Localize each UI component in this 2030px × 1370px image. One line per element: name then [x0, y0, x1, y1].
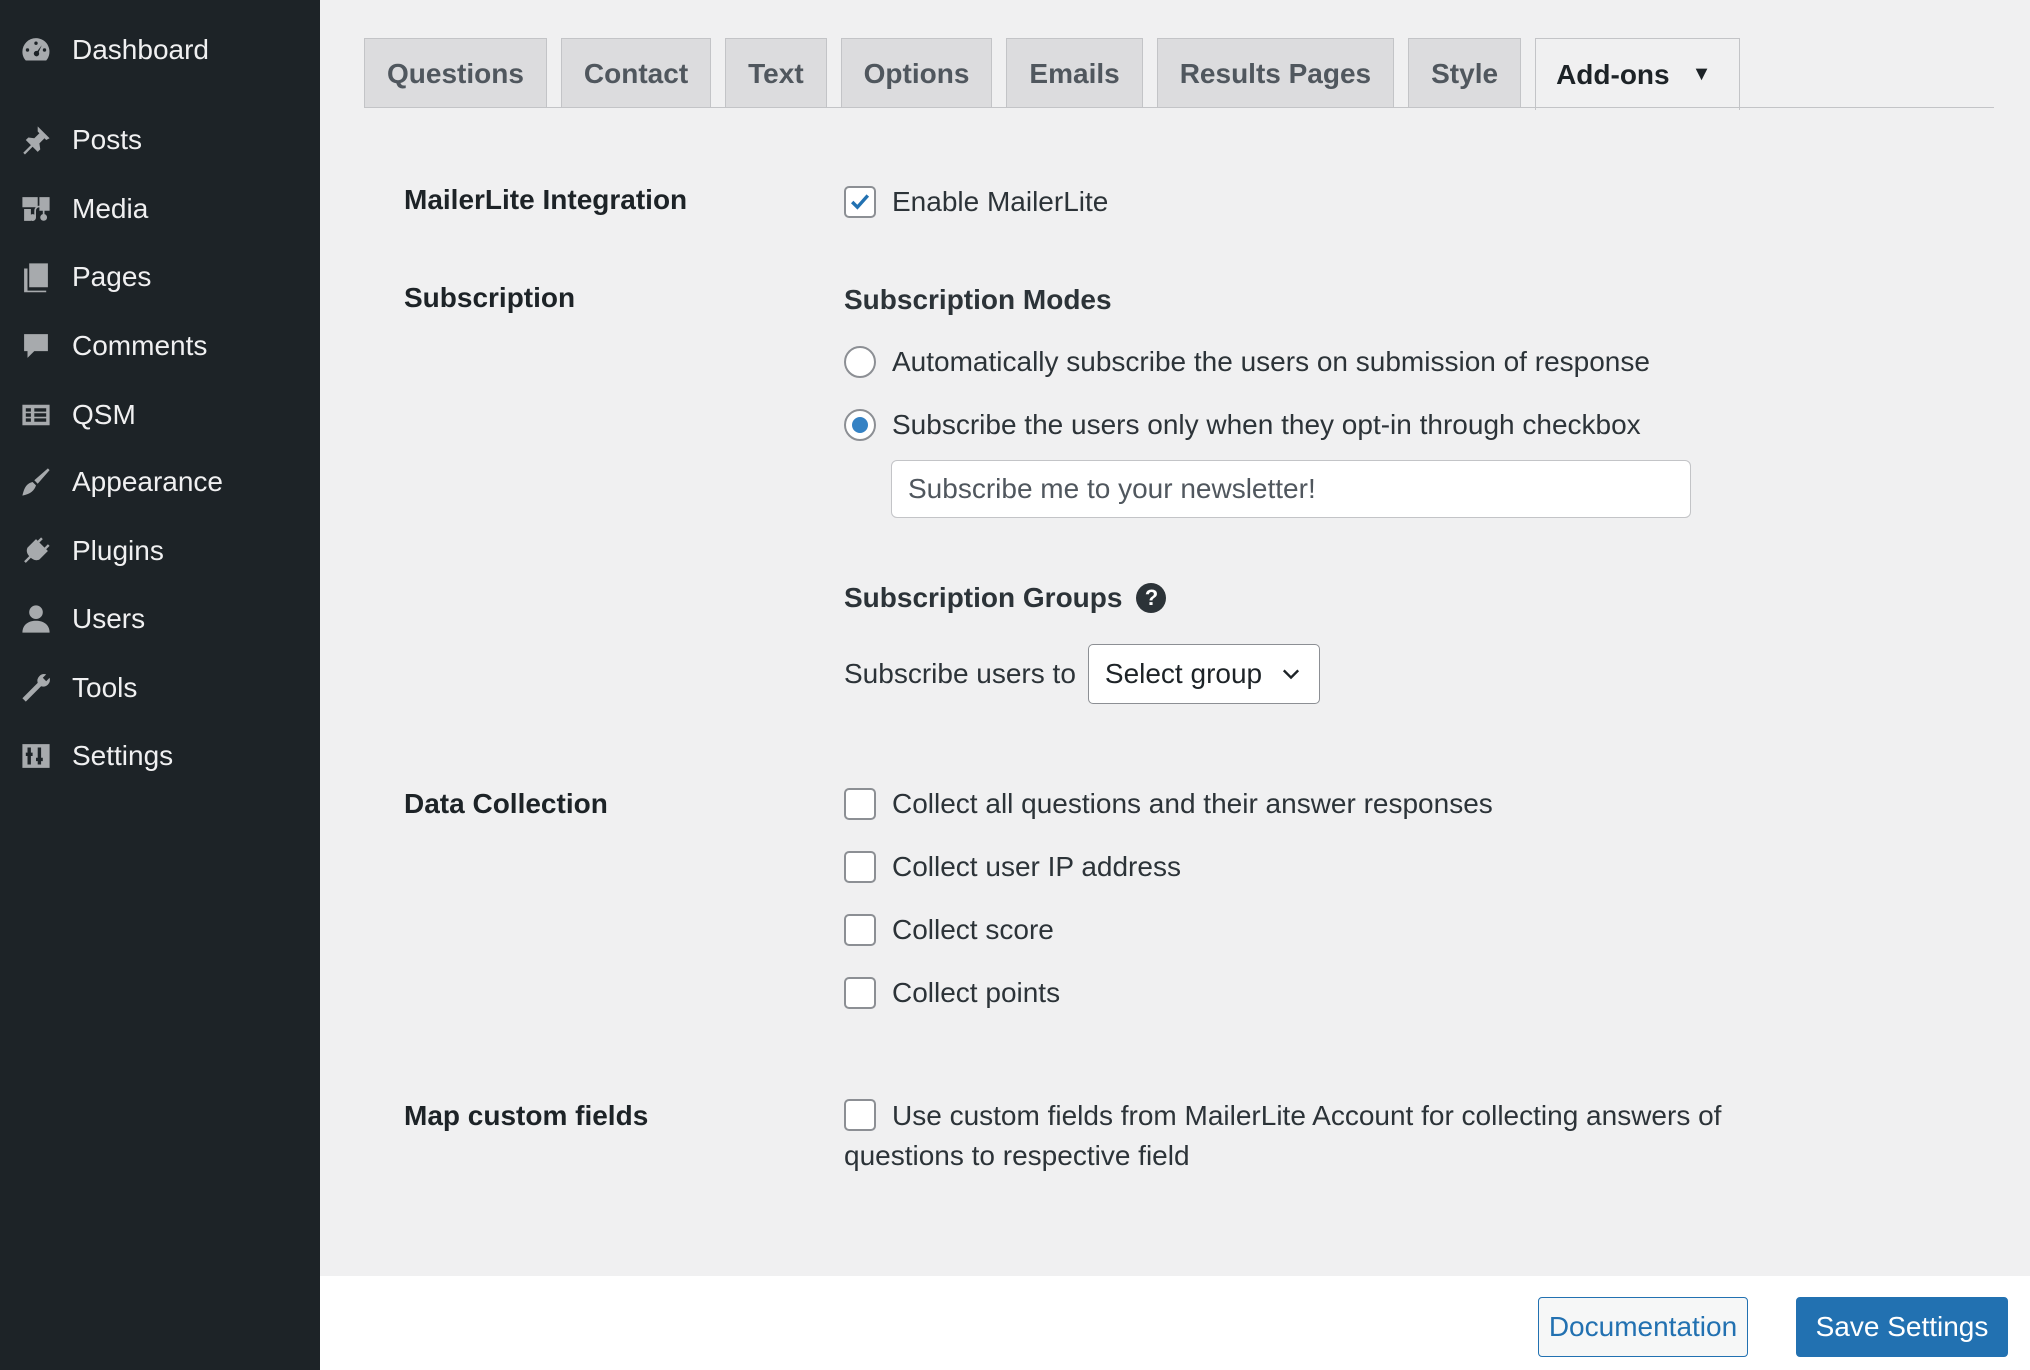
sidebar-item-settings[interactable] [0, 726, 320, 786]
collect-answers-option[interactable] [844, 788, 1493, 820]
sidebar-item-plugins[interactable] [0, 521, 320, 581]
collect-score-option[interactable] [844, 914, 1054, 946]
collect-ip-checkbox[interactable] [844, 851, 876, 883]
caret-down-icon: ▼ [1691, 63, 1712, 85]
mode-optin-label: Subscribe the users only when they opt-in through checkbox [892, 409, 1641, 440]
enable-mailerlite-checkbox[interactable] [844, 186, 876, 218]
wrench-icon [18, 670, 54, 706]
tab-style[interactable]: Style [1408, 38, 1521, 108]
settings-tabs [364, 38, 1740, 108]
tab-questions[interactable]: Questions [364, 38, 547, 108]
sidebar-item-label: Comments [72, 330, 208, 361]
comment-icon [18, 328, 54, 364]
sidebar-item-pages[interactable] [0, 247, 320, 307]
sidebar-item-label: Users [72, 603, 146, 634]
radio-selected-dot [852, 417, 868, 433]
sidebar-item-label: Posts [72, 124, 143, 155]
footer-bar [320, 1276, 2030, 1370]
mode-optin-radio[interactable] [844, 409, 876, 441]
collect-points-label: Collect points [892, 977, 1061, 1008]
group-select-value: Select group [1104, 658, 1263, 689]
collect-points-checkbox[interactable] [844, 977, 876, 1009]
subscription-modes-heading: Subscription Modes [844, 284, 1112, 315]
help-icon[interactable]: ? [1136, 583, 1166, 613]
sidebar-item-comments[interactable] [0, 316, 320, 376]
sidebar-item-dashboard[interactable] [0, 20, 320, 80]
tab-text[interactable]: Text [725, 38, 827, 108]
admin-sidebar [0, 0, 320, 1370]
pages-icon [18, 259, 54, 295]
optin-checkbox-text-input[interactable] [891, 460, 1691, 518]
plug-icon [18, 533, 54, 569]
chevron-down-icon [1279, 662, 1303, 686]
mode-auto-option[interactable] [844, 346, 1650, 378]
mode-auto-label: Automatically subscribe the users on submission of response [892, 346, 1650, 377]
collect-answers-checkbox[interactable] [844, 788, 876, 820]
tab-options[interactable]: Options [841, 38, 993, 108]
settings-icon [18, 738, 54, 774]
custom-fields-option[interactable] [844, 1096, 1824, 1176]
tab-emails[interactable]: Emails [1006, 38, 1142, 108]
data-collection-label: Data Collection [404, 788, 608, 819]
subscription-groups-title: Subscription Groups [844, 582, 1123, 613]
dashboard-icon [18, 32, 54, 68]
custom-fields-label: Map custom fields [404, 1100, 649, 1131]
collect-score-label: Collect score [892, 914, 1054, 945]
collect-points-option[interactable] [844, 977, 1060, 1009]
sidebar-item-label: QSM [72, 399, 136, 430]
collect-score-checkbox[interactable] [844, 914, 876, 946]
sidebar-item-label: Settings [72, 740, 174, 771]
integration-label: MailerLite Integration [404, 184, 688, 215]
mode-optin-option[interactable] [844, 409, 1641, 441]
sidebar-item-label: Appearance [72, 466, 224, 497]
enable-mailerlite-label: Enable MailerLite [892, 186, 1109, 217]
tab-results-pages[interactable]: Results Pages [1157, 38, 1394, 108]
collect-answers-label: Collect all questions and their answer responses [892, 788, 1493, 819]
custom-fields-text: Use custom fields from MailerLite Account for collecting answers of questions to respective field [844, 1100, 1722, 1171]
tab-add-ons[interactable] [1535, 38, 1740, 110]
sidebar-item-posts[interactable] [0, 110, 320, 170]
custom-fields-checkbox[interactable] [844, 1099, 876, 1131]
subscription-groups-row [844, 644, 1320, 704]
media-icon [18, 191, 54, 227]
collect-ip-option[interactable] [844, 851, 1181, 883]
groups-prefix-label: Subscribe users to [844, 658, 1076, 689]
group-select[interactable] [1088, 644, 1320, 704]
sidebar-item-label: Media [72, 193, 149, 224]
main-content [320, 0, 2030, 1370]
sidebar-item-media[interactable] [0, 179, 320, 239]
sidebar-item-users[interactable] [0, 589, 320, 649]
user-icon [18, 601, 54, 637]
sidebar-item-label: Dashboard [72, 34, 209, 65]
pin-icon [18, 122, 54, 158]
checkmark-icon [847, 189, 873, 215]
sidebar-item-label: Pages [72, 261, 152, 292]
subscription-groups-heading [844, 582, 1166, 614]
tab-divider [364, 107, 1994, 108]
tab-contact[interactable]: Contact [561, 38, 711, 108]
sidebar-item-label: Plugins [72, 535, 164, 566]
brush-icon [18, 464, 54, 500]
sidebar-item-appearance[interactable] [0, 452, 320, 512]
mode-auto-radio[interactable] [844, 346, 876, 378]
tab-add-ons-label: Add-ons [1556, 58, 1670, 90]
documentation-button[interactable]: Documentation [1538, 1297, 1748, 1357]
collect-ip-label: Collect user IP address [892, 851, 1181, 882]
save-settings-button[interactable]: Save Settings [1796, 1297, 2008, 1357]
sidebar-item-label: Tools [72, 672, 138, 703]
sidebar-item-tools[interactable] [0, 658, 320, 718]
sidebar-item-qsm[interactable] [0, 385, 320, 445]
qsm-icon [18, 397, 54, 433]
subscription-label: Subscription [404, 282, 576, 313]
enable-mailerlite-option[interactable] [844, 186, 1108, 218]
